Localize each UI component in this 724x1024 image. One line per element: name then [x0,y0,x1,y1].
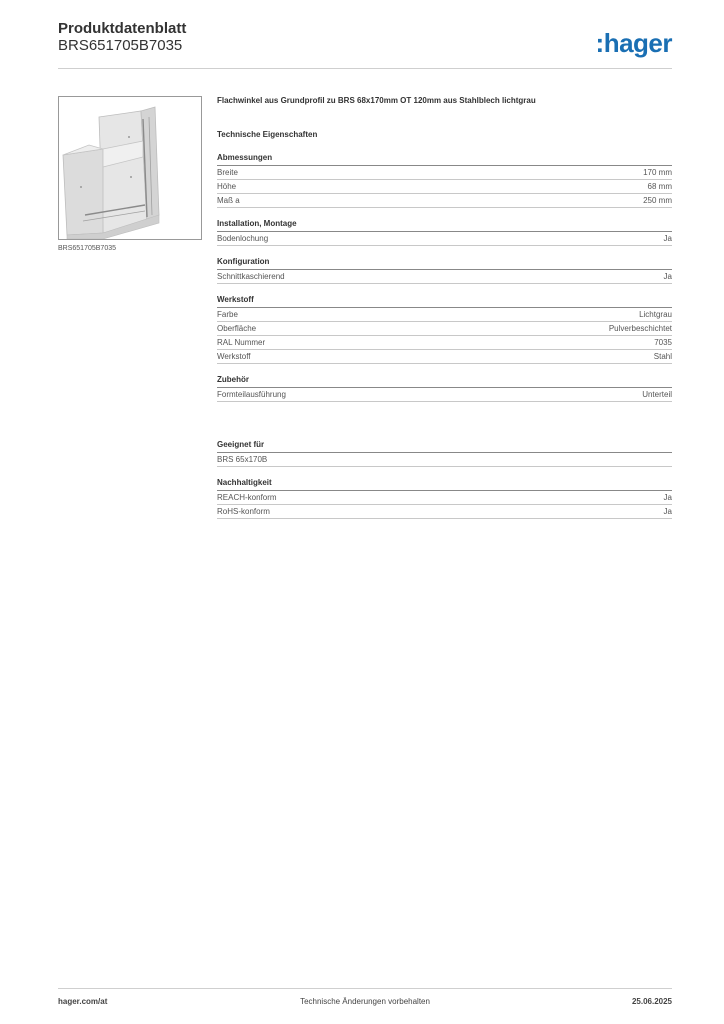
row-value: Unterteil [642,390,672,399]
table-row [217,322,672,336]
footer-date: 25.06.2025 [631,997,672,1006]
page-footer [58,997,672,1009]
row-label: Oberfläche [217,324,257,333]
row-label: Werkstoff [217,352,251,361]
table-row [217,388,672,402]
header-divider [58,68,672,69]
row-label: Farbe [217,310,238,319]
footer-divider [58,988,672,989]
product-description: Flachwinkel aus Grundprofil zu BRS 68x170mm OT 120mm aus Stahlblech lichtgrau [217,96,536,105]
row-value: Ja [663,507,672,516]
hager-logo: :hager [595,28,672,58]
row-value: 170 mm [643,168,672,177]
section-title: Installation, Montage [217,219,672,232]
section-title: Zubehör [217,375,672,388]
tech-heading: Technische Eigenschaften [217,130,318,139]
document-header [58,20,186,55]
row-value: Ja [663,272,672,281]
section-nachhaltigkeit [217,478,672,519]
row-label: Formteilausführung [217,390,286,399]
table-row [217,505,672,519]
product-data [217,96,672,519]
table-row [217,194,672,208]
row-value: 7035 [654,338,672,347]
table-row [217,308,672,322]
row-value: Ja [663,234,672,243]
row-label: Höhe [217,182,237,191]
table-row [217,166,672,180]
row-value: Stahl [653,352,672,361]
row-label: Schnittkaschierend [217,272,285,281]
row-value: Pulverbeschichtet [608,324,672,333]
table-row [217,453,672,467]
flat-angle-illustration [59,97,201,239]
row-label: REACH-konform [217,493,277,502]
footer-website-link[interactable]: hager.com/at [58,997,108,1006]
product-code: BRS651705B7035 [58,37,183,54]
table-row [217,232,672,246]
row-value: Ja [663,493,672,502]
row-label: Breite [217,168,238,177]
section-zubehoer [217,375,672,402]
section-title: Werkstoff [217,295,672,308]
row-value: 68 mm [647,182,672,191]
table-row [217,180,672,194]
section-geeignet-fuer [217,440,672,467]
row-value: Lichtgrau [639,310,672,319]
section-abmessungen [217,153,672,208]
row-label: RoHS-konform [217,507,270,516]
row-label: RAL Nummer [217,338,266,347]
row-label: Maß a [217,196,240,205]
row-label: BRS 65x170B [217,455,268,464]
section-title: Konfiguration [217,257,672,270]
table-row [217,491,672,505]
section-title: Geeignet für [217,440,672,453]
table-row [217,350,672,364]
table-row [217,336,672,350]
product-image-caption: BRS651705B7035 [58,245,116,252]
section-konfiguration [217,257,672,284]
document-title: Produktdatenblatt [58,20,187,37]
section-title: Abmessungen [217,153,672,166]
table-row [217,270,672,284]
row-label: Bodenlochung [217,234,269,243]
row-value: 250 mm [643,196,672,205]
product-image [58,96,202,240]
section-title: Nachhaltigkeit [217,478,672,491]
section-installation [217,219,672,246]
footer-note: Technische Änderungen vorbehalten [300,997,430,1006]
section-werkstoff [217,295,672,364]
